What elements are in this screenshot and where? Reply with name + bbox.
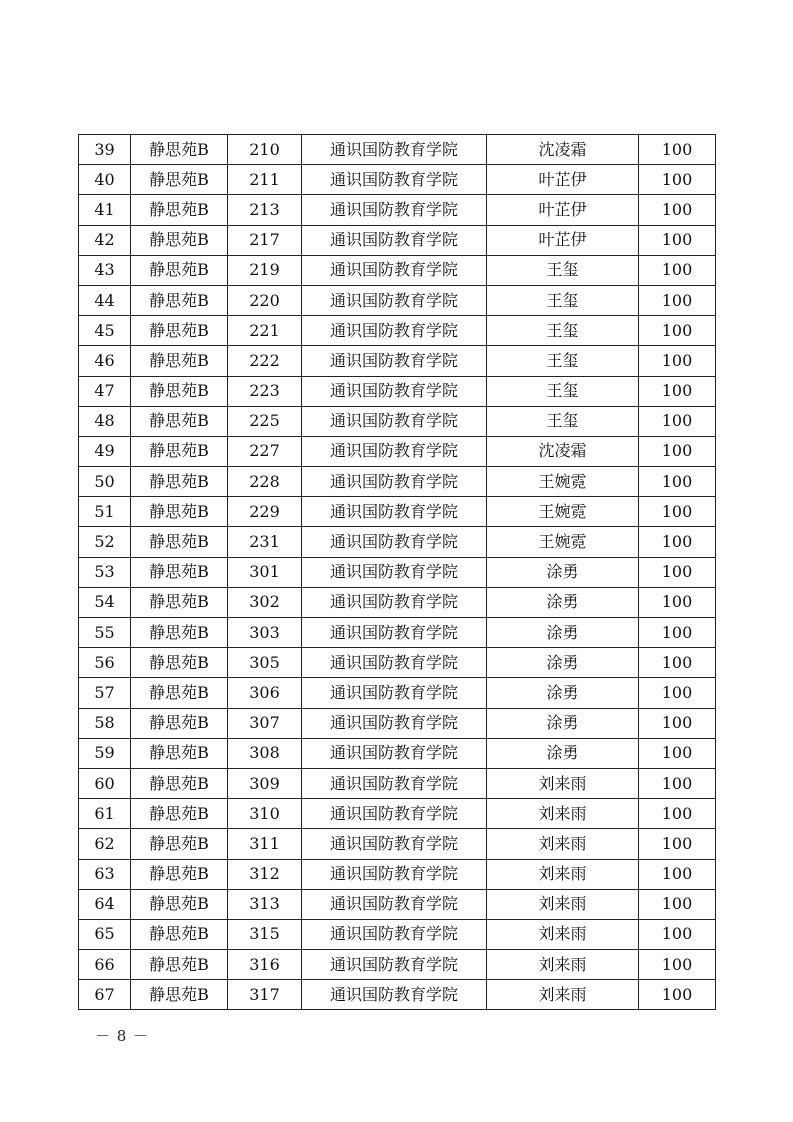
- cell-college: 通识国防教育学院: [302, 225, 487, 255]
- cell-building: 静思苑B: [131, 768, 228, 798]
- cell-row-index: 59: [79, 738, 131, 768]
- cell-room-number: 303: [228, 618, 302, 648]
- cell-building: 静思苑B: [131, 618, 228, 648]
- cell-row-index: 48: [79, 406, 131, 436]
- cell-staff-name: 涂勇: [487, 618, 639, 648]
- cell-score: 100: [639, 708, 716, 738]
- cell-building: 静思苑B: [131, 738, 228, 768]
- cell-staff-name: 王玺: [487, 255, 639, 285]
- cell-college: 通识国防教育学院: [302, 919, 487, 949]
- page-number: － 8 －: [95, 1027, 150, 1045]
- cell-room-number: 313: [228, 889, 302, 919]
- cell-building: 静思苑B: [131, 527, 228, 557]
- table-row: [79, 135, 716, 165]
- cell-score: 100: [639, 195, 716, 225]
- cell-score: 100: [639, 436, 716, 466]
- cell-building: 静思苑B: [131, 557, 228, 587]
- cell-row-index: 47: [79, 376, 131, 406]
- cell-college: 通识国防教育学院: [302, 316, 487, 346]
- cell-college: 通识国防教育学院: [302, 587, 487, 617]
- table-row: [79, 950, 716, 980]
- table-row: [79, 255, 716, 285]
- cell-college: 通识国防教育学院: [302, 195, 487, 225]
- table-row: [79, 587, 716, 617]
- cell-staff-name: 刘来雨: [487, 919, 639, 949]
- cell-building: 静思苑B: [131, 255, 228, 285]
- table-body: [79, 135, 716, 1010]
- cell-room-number: 312: [228, 859, 302, 889]
- cell-college: 通识国防教育学院: [302, 708, 487, 738]
- cell-row-index: 66: [79, 950, 131, 980]
- table-row: [79, 316, 716, 346]
- cell-room-number: 225: [228, 406, 302, 436]
- cell-row-index: 42: [79, 225, 131, 255]
- cell-staff-name: 叶芷伊: [487, 165, 639, 195]
- table-row: [79, 829, 716, 859]
- cell-score: 100: [639, 467, 716, 497]
- cell-row-index: 46: [79, 346, 131, 376]
- cell-row-index: 62: [79, 829, 131, 859]
- cell-row-index: 52: [79, 527, 131, 557]
- cell-staff-name: 刘来雨: [487, 889, 639, 919]
- cell-room-number: 223: [228, 376, 302, 406]
- table-row: [79, 165, 716, 195]
- cell-building: 静思苑B: [131, 285, 228, 315]
- cell-college: 通识国防教育学院: [302, 648, 487, 678]
- cell-college: 通识国防教育学院: [302, 799, 487, 829]
- cell-room-number: 316: [228, 950, 302, 980]
- cell-room-number: 309: [228, 768, 302, 798]
- cell-building: 静思苑B: [131, 346, 228, 376]
- table-row: [79, 467, 716, 497]
- table-row: [79, 406, 716, 436]
- cell-staff-name: 王玺: [487, 346, 639, 376]
- cell-row-index: 51: [79, 497, 131, 527]
- cell-row-index: 64: [79, 889, 131, 919]
- table-row: [79, 527, 716, 557]
- cell-room-number: 311: [228, 829, 302, 859]
- cell-score: 100: [639, 618, 716, 648]
- cell-row-index: 60: [79, 768, 131, 798]
- cell-score: 100: [639, 738, 716, 768]
- cell-building: 静思苑B: [131, 195, 228, 225]
- cell-staff-name: 涂勇: [487, 678, 639, 708]
- table-row: [79, 285, 716, 315]
- cell-room-number: 301: [228, 557, 302, 587]
- table-row: [79, 980, 716, 1010]
- cell-row-index: 53: [79, 557, 131, 587]
- cell-score: 100: [639, 346, 716, 376]
- cell-score: 100: [639, 859, 716, 889]
- cell-college: 通识国防教育学院: [302, 346, 487, 376]
- cell-row-index: 61: [79, 799, 131, 829]
- cell-staff-name: 王婉霓: [487, 467, 639, 497]
- cell-staff-name: 王婉霓: [487, 497, 639, 527]
- cell-row-index: 56: [79, 648, 131, 678]
- cell-score: 100: [639, 165, 716, 195]
- cell-staff-name: 沈凌霜: [487, 436, 639, 466]
- cell-staff-name: 涂勇: [487, 648, 639, 678]
- cell-score: 100: [639, 255, 716, 285]
- cell-row-index: 58: [79, 708, 131, 738]
- cell-room-number: 306: [228, 678, 302, 708]
- cell-score: 100: [639, 527, 716, 557]
- cell-room-number: 213: [228, 195, 302, 225]
- cell-staff-name: 涂勇: [487, 587, 639, 617]
- cell-score: 100: [639, 497, 716, 527]
- cell-building: 静思苑B: [131, 648, 228, 678]
- cell-room-number: 315: [228, 919, 302, 949]
- cell-row-index: 41: [79, 195, 131, 225]
- cell-building: 静思苑B: [131, 799, 228, 829]
- cell-score: 100: [639, 135, 716, 165]
- table-row: [79, 618, 716, 648]
- cell-staff-name: 沈凌霜: [487, 135, 639, 165]
- table-row: [79, 225, 716, 255]
- cell-building: 静思苑B: [131, 135, 228, 165]
- table-row: [79, 859, 716, 889]
- cell-building: 静思苑B: [131, 165, 228, 195]
- cell-score: 100: [639, 950, 716, 980]
- cell-row-index: 65: [79, 919, 131, 949]
- cell-staff-name: 涂勇: [487, 708, 639, 738]
- cell-building: 静思苑B: [131, 497, 228, 527]
- cell-row-index: 39: [79, 135, 131, 165]
- cell-staff-name: 刘来雨: [487, 768, 639, 798]
- cell-room-number: 317: [228, 980, 302, 1010]
- cell-building: 静思苑B: [131, 436, 228, 466]
- cell-score: 100: [639, 829, 716, 859]
- cell-score: 100: [639, 648, 716, 678]
- cell-score: 100: [639, 768, 716, 798]
- cell-staff-name: 叶芷伊: [487, 225, 639, 255]
- cell-building: 静思苑B: [131, 316, 228, 346]
- cell-college: 通识国防教育学院: [302, 527, 487, 557]
- cell-room-number: 210: [228, 135, 302, 165]
- cell-score: 100: [639, 316, 716, 346]
- cell-score: 100: [639, 919, 716, 949]
- cell-room-number: 211: [228, 165, 302, 195]
- cell-row-index: 55: [79, 618, 131, 648]
- table-row: [79, 738, 716, 768]
- cell-building: 静思苑B: [131, 467, 228, 497]
- cell-staff-name: 涂勇: [487, 557, 639, 587]
- cell-staff-name: 刘来雨: [487, 859, 639, 889]
- cell-staff-name: 王玺: [487, 285, 639, 315]
- cell-room-number: 221: [228, 316, 302, 346]
- table-row: [79, 436, 716, 466]
- cell-building: 静思苑B: [131, 889, 228, 919]
- cell-row-index: 50: [79, 467, 131, 497]
- table-row: [79, 919, 716, 949]
- cell-building: 静思苑B: [131, 225, 228, 255]
- cell-room-number: 229: [228, 497, 302, 527]
- cell-room-number: 307: [228, 708, 302, 738]
- cell-row-index: 67: [79, 980, 131, 1010]
- cell-score: 100: [639, 376, 716, 406]
- table-row: [79, 678, 716, 708]
- cell-building: 静思苑B: [131, 406, 228, 436]
- cell-building: 静思苑B: [131, 950, 228, 980]
- cell-building: 静思苑B: [131, 829, 228, 859]
- cell-room-number: 217: [228, 225, 302, 255]
- cell-row-index: 44: [79, 285, 131, 315]
- table-row: [79, 497, 716, 527]
- cell-row-index: 63: [79, 859, 131, 889]
- cell-staff-name: 刘来雨: [487, 950, 639, 980]
- cell-building: 静思苑B: [131, 708, 228, 738]
- cell-building: 静思苑B: [131, 980, 228, 1010]
- cell-college: 通识国防教育学院: [302, 738, 487, 768]
- table-row: [79, 195, 716, 225]
- table-row: [79, 376, 716, 406]
- cell-college: 通识国防教育学院: [302, 406, 487, 436]
- cell-building: 静思苑B: [131, 376, 228, 406]
- cell-college: 通识国防教育学院: [302, 829, 487, 859]
- cell-room-number: 222: [228, 346, 302, 376]
- cell-building: 静思苑B: [131, 678, 228, 708]
- cell-college: 通识国防教育学院: [302, 467, 487, 497]
- table-row: [79, 799, 716, 829]
- cell-score: 100: [639, 285, 716, 315]
- cell-score: 100: [639, 980, 716, 1010]
- cell-score: 100: [639, 406, 716, 436]
- cell-row-index: 40: [79, 165, 131, 195]
- cell-college: 通识国防教育学院: [302, 255, 487, 285]
- cell-room-number: 302: [228, 587, 302, 617]
- table-row: [79, 768, 716, 798]
- table-row: [79, 648, 716, 678]
- cell-room-number: 219: [228, 255, 302, 285]
- cell-room-number: 227: [228, 436, 302, 466]
- cell-college: 通识国防教育学院: [302, 950, 487, 980]
- cell-college: 通识国防教育学院: [302, 285, 487, 315]
- cell-staff-name: 涂勇: [487, 738, 639, 768]
- cell-college: 通识国防教育学院: [302, 436, 487, 466]
- cell-score: 100: [639, 799, 716, 829]
- table-row: [79, 346, 716, 376]
- cell-room-number: 310: [228, 799, 302, 829]
- cell-score: 100: [639, 678, 716, 708]
- cell-college: 通识国防教育学院: [302, 165, 487, 195]
- cell-college: 通识国防教育学院: [302, 678, 487, 708]
- cell-staff-name: 王婉霓: [487, 527, 639, 557]
- cell-staff-name: 王玺: [487, 406, 639, 436]
- cell-score: 100: [639, 225, 716, 255]
- cell-row-index: 45: [79, 316, 131, 346]
- dorm-table: [78, 134, 716, 1010]
- cell-room-number: 231: [228, 527, 302, 557]
- cell-college: 通识国防教育学院: [302, 135, 487, 165]
- cell-score: 100: [639, 587, 716, 617]
- cell-college: 通识国防教育学院: [302, 859, 487, 889]
- cell-staff-name: 王玺: [487, 376, 639, 406]
- cell-college: 通识国防教育学院: [302, 376, 487, 406]
- cell-college: 通识国防教育学院: [302, 980, 487, 1010]
- cell-staff-name: 刘来雨: [487, 799, 639, 829]
- cell-building: 静思苑B: [131, 587, 228, 617]
- table-row: [79, 557, 716, 587]
- cell-building: 静思苑B: [131, 859, 228, 889]
- cell-college: 通识国防教育学院: [302, 618, 487, 648]
- cell-college: 通识国防教育学院: [302, 768, 487, 798]
- cell-college: 通识国防教育学院: [302, 889, 487, 919]
- cell-room-number: 228: [228, 467, 302, 497]
- table-row: [79, 889, 716, 919]
- cell-building: 静思苑B: [131, 919, 228, 949]
- cell-score: 100: [639, 889, 716, 919]
- cell-room-number: 305: [228, 648, 302, 678]
- cell-college: 通识国防教育学院: [302, 557, 487, 587]
- cell-score: 100: [639, 557, 716, 587]
- cell-staff-name: 刘来雨: [487, 829, 639, 859]
- cell-staff-name: 叶芷伊: [487, 195, 639, 225]
- cell-row-index: 49: [79, 436, 131, 466]
- cell-staff-name: 王玺: [487, 316, 639, 346]
- cell-row-index: 54: [79, 587, 131, 617]
- cell-staff-name: 刘来雨: [487, 980, 639, 1010]
- cell-room-number: 308: [228, 738, 302, 768]
- cell-row-index: 43: [79, 255, 131, 285]
- cell-college: 通识国防教育学院: [302, 497, 487, 527]
- cell-room-number: 220: [228, 285, 302, 315]
- table-row: [79, 708, 716, 738]
- cell-row-index: 57: [79, 678, 131, 708]
